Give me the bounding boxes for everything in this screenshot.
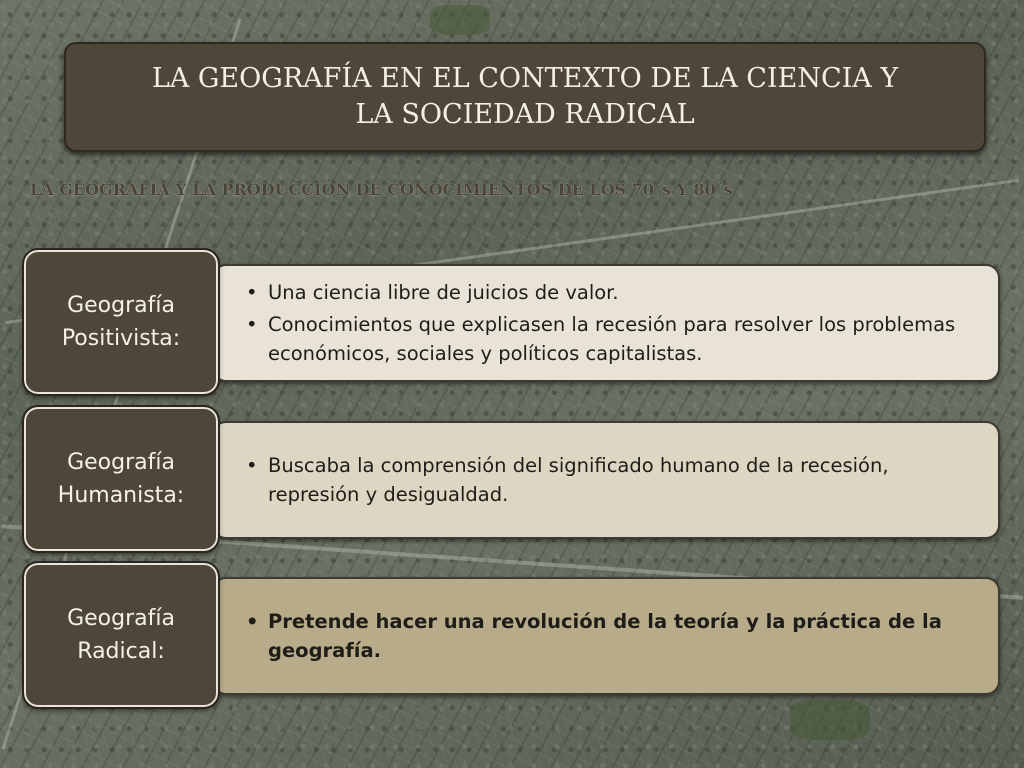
bullet-list (244, 275, 970, 371)
row-label-box (24, 407, 218, 551)
row-label-box (24, 563, 218, 707)
row-radical (24, 563, 1000, 707)
row-label: Geografía Positivista: (61, 293, 181, 351)
row-content (212, 421, 1000, 539)
row-content (212, 577, 1000, 695)
bullet-item: • Conocimientos que explicasen la recesión para resolver los problemas económicos, sociales y políticos capitalistas. (244, 310, 970, 368)
bullet-item: • Pretende hacer una revolución de la teoría y la práctica de la geografía. (244, 607, 970, 665)
bullet-list (244, 448, 970, 512)
row-label: Geografía Radical: (67, 606, 175, 664)
row-label-box (24, 250, 218, 394)
slide-subtitle: LA GEOGRAFÍA Y LA PRODUCCIÓN DE CONOCIMIENTOS DE LOS 70´s Y 80´s (30, 180, 733, 199)
row-positivista (24, 250, 1000, 394)
bullet-list (244, 604, 970, 668)
slide-title: LA GEOGRAFÍA EN EL CONTEXTO DE LA CIENCIA Y LA SOCIEDAD RADICAL (151, 63, 899, 130)
map-park (430, 5, 490, 35)
row-humanista (24, 407, 1000, 551)
row-label: Geografía Humanista: (57, 450, 185, 508)
bullet-item: • Buscaba la comprensión del significado humano de la recesión, represión y desigualdad. (244, 451, 970, 509)
row-content (212, 264, 1000, 382)
title-banner (64, 42, 986, 152)
bullet-item: • Una ciencia libre de juicios de valor. (244, 278, 970, 307)
